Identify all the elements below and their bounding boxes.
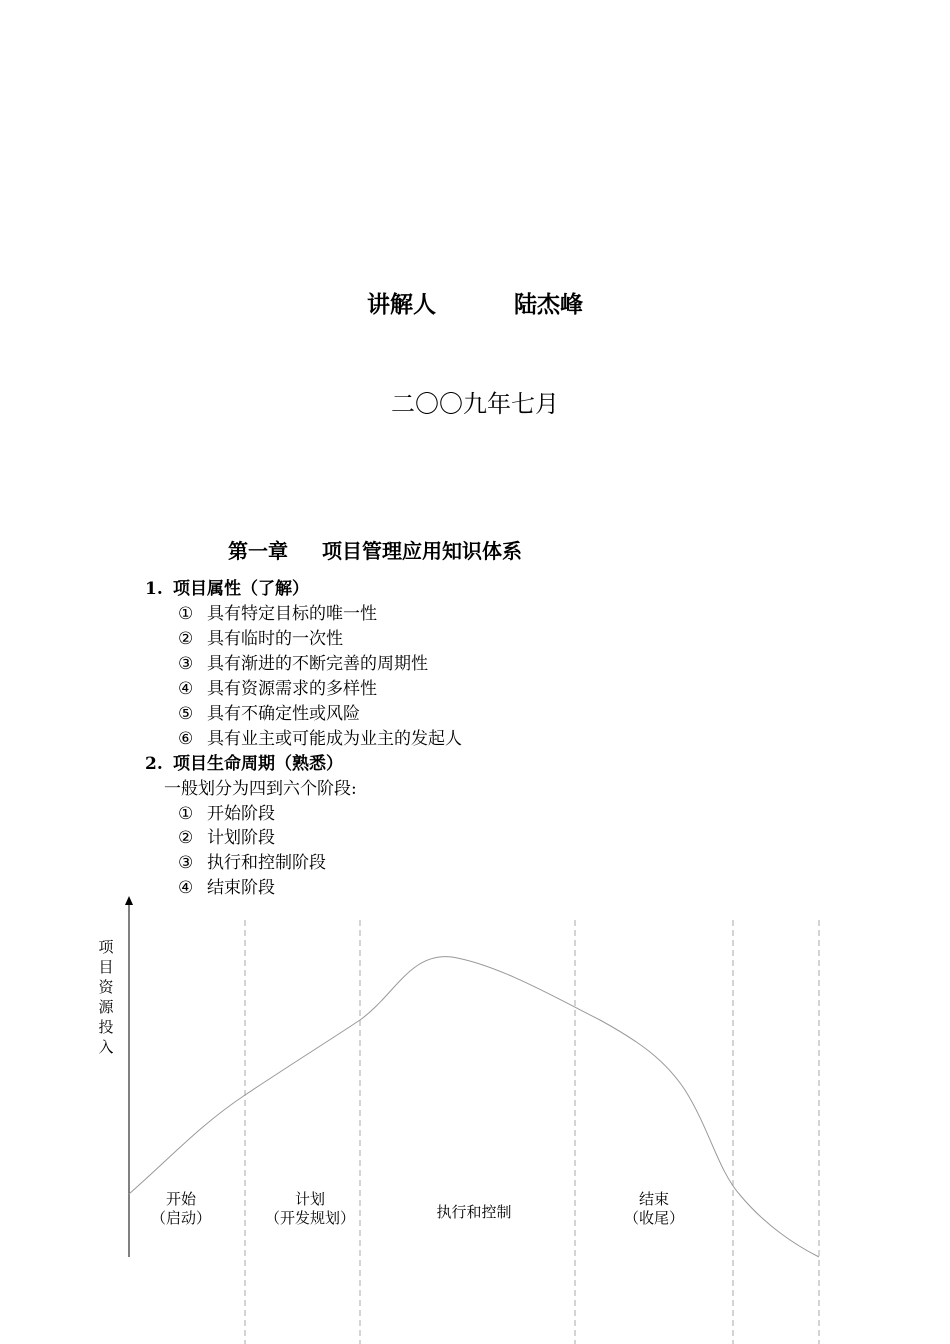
list-item — [178, 724, 462, 749]
list-item-text: 开始阶段 — [207, 804, 275, 824]
list-item — [178, 699, 360, 724]
circled-number: ① — [178, 804, 194, 824]
phase-sublabel: （收尾） — [623, 1209, 685, 1227]
list-item-text: 具有业主或可能成为业主的发起人 — [207, 729, 462, 749]
presenter-name: 陆杰峰 — [514, 292, 583, 318]
phase-sublabel: （启动） — [150, 1209, 212, 1227]
circled-number: ④ — [178, 679, 194, 699]
lifecycle-chart — [0, 890, 950, 1344]
phase-label: 结束 — [638, 1190, 670, 1208]
y-axis-arrow-icon — [125, 896, 133, 905]
y-label-char: 投 — [98, 1018, 114, 1036]
y-label-char: 项 — [98, 938, 114, 956]
y-label-char: 入 — [98, 1038, 114, 1056]
circled-number: ④ — [178, 878, 194, 898]
section-number: 2. — [145, 754, 163, 774]
list-item — [178, 799, 275, 824]
y-label-char: 源 — [98, 998, 114, 1016]
list-item — [178, 649, 428, 674]
phase-label: 计划 — [294, 1190, 326, 1208]
list-item-text: 具有渐进的不断完善的周期性 — [207, 654, 428, 674]
y-label-char: 资 — [98, 978, 114, 996]
circled-number: ② — [178, 828, 194, 848]
list-item-text: 计划阶段 — [207, 828, 275, 848]
list-item — [178, 848, 326, 873]
phase-label: 执行和控制 — [436, 1203, 512, 1221]
circled-number: ③ — [178, 654, 194, 674]
list-item — [178, 599, 377, 624]
phase-label: 开始 — [165, 1190, 197, 1208]
list-item-text: 具有资源需求的多样性 — [207, 679, 377, 699]
circled-number: ⑥ — [178, 729, 194, 749]
presenter-line — [0, 286, 950, 319]
section-heading — [145, 749, 343, 774]
list-item — [178, 823, 275, 848]
list-item-text: 具有不确定性或风险 — [207, 704, 360, 724]
circled-number: ③ — [178, 853, 194, 873]
list-item-text: 具有特定目标的唯一性 — [207, 604, 377, 624]
list-item-text: 结束阶段 — [207, 878, 275, 898]
chapter-title: 项目管理应用知识体系 — [322, 539, 522, 563]
list-item-text: 执行和控制阶段 — [207, 853, 326, 873]
section-intro: 一般划分为四到六个阶段: — [164, 779, 357, 799]
list-item — [178, 674, 377, 699]
chapter-number: 第一章 — [228, 539, 288, 563]
y-label-char: 目 — [98, 958, 114, 976]
section-heading — [145, 574, 309, 599]
section-number: 1. — [145, 579, 163, 599]
circled-number: ① — [178, 604, 194, 624]
list-item-text: 具有临时的一次性 — [207, 629, 343, 649]
circled-number: ② — [178, 629, 194, 649]
section-title: 项目生命周期（熟悉） — [173, 754, 343, 774]
phase-sublabel: （开发规划） — [264, 1209, 356, 1227]
chapter-heading — [228, 535, 522, 564]
section-title: 项目属性（了解） — [173, 579, 309, 599]
cover-date: 二〇〇九年七月 — [391, 390, 559, 418]
y-axis-label — [98, 938, 114, 1056]
circled-number: ⑤ — [178, 704, 194, 724]
list-item — [178, 624, 343, 649]
presenter-label: 讲解人 — [367, 292, 436, 318]
